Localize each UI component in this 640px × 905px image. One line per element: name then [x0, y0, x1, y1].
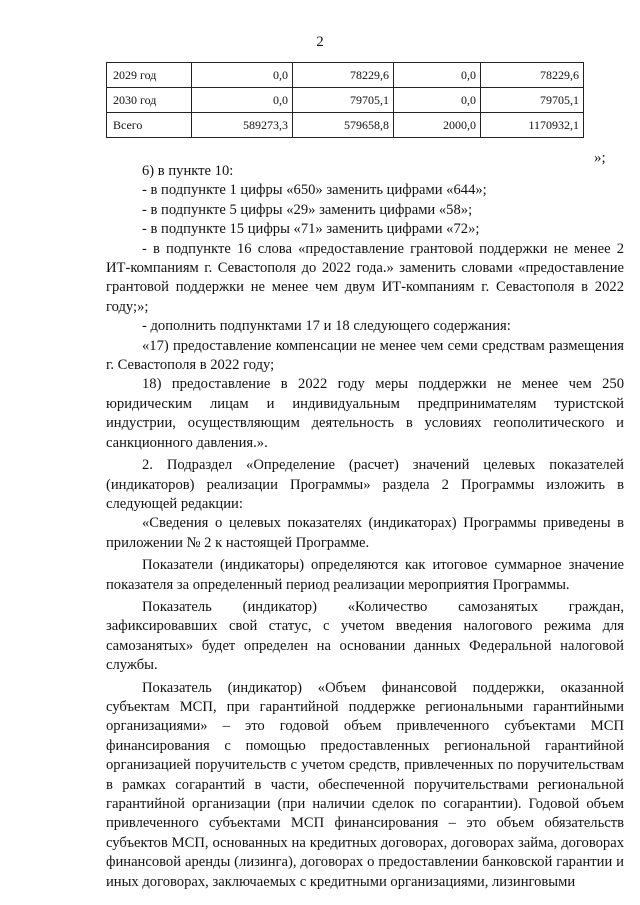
table-cell: 2030 год [107, 88, 192, 113]
table-cell: 2000,0 [394, 113, 481, 138]
paragraph: - в подпункте 16 слова «предоставление грантовой поддержки не менее 2 ИТ-компаниям г. Севастополя до 2022 года.» заменить словами «предоставление грантовой поддержки не менее чем двум ИТ-компаниям г. Севастополя в 2022 году;»; [106, 240, 624, 315]
paragraph: «17) предоставление компенсации не менее чем семи средствам размещения г. Севастополя в 2022 году; [106, 337, 624, 374]
closing-quote: »; [594, 150, 606, 166]
paragraph: Показатели (индикаторы) определяются как итоговое суммарное значение показателя за определенный период реализации мероприятия Программы. [106, 557, 624, 593]
table-cell: 0,0 [394, 88, 481, 113]
table-cell: 79705,1 [481, 88, 584, 113]
paragraph: - в подпункте 15 цифры «71» заменить цифрами «72»; [142, 221, 480, 238]
table-cell: 2029 год [107, 63, 192, 88]
table-cell: 589273,3 [192, 113, 293, 138]
table-cell: 0,0 [192, 63, 293, 88]
table-cell: Всего [107, 113, 192, 138]
table-cell: 1170932,1 [481, 113, 584, 138]
paragraph: Показатель (индикатор) «Количество самозанятых граждан, зафиксировавших свой статус, с учетом введения налогового режима для самозанятых» будет определен на основании данных Федеральной налоговой службы. [106, 598, 624, 674]
table-cell: 0,0 [394, 63, 481, 88]
financing-table [106, 62, 584, 138]
paragraph: «Сведения о целевых показателях (индикаторах) Программы приведены в приложении № 2 к настоящей Программе. [106, 515, 624, 551]
table-row [107, 63, 584, 88]
paragraph: - дополнить подпунктами 17 и 18 следующего содержания: [142, 318, 511, 335]
page-number: 2 [316, 34, 324, 50]
table-cell: 78229,6 [293, 63, 394, 88]
document-body [106, 162, 624, 892]
paragraph: - в подпункте 1 цифры «650» заменить цифрами «644»; [142, 182, 487, 199]
table-row [107, 113, 584, 138]
table-cell: 579658,8 [293, 113, 394, 138]
paragraph: Показатель (индикатор) «Объем финансовой поддержки, оказанной субъектам МСП, при гарантийной поддержке региональными гарантийными организациями» – это годовой объем привлеченного субъектами МСП финансирования с помощью предоставленных региональной гарантийной организацией поручительств с учетом средств, привлеченных по поручительствам в рамках согарантий в части, обеспеченной поручительствами региональной гарантийной организации (при наличии сделок по согарантии). Годовой объем привлеченного субъектами МСП финансирования – это объем обязательств субъектов МСП, основанных на кредитных договорах, договорах займа, договорах финансовой аренды (лизинга), договорах о предоставлении банковской гарантии и иных договорах, заключаемых с кредитными организациями, лизинговыми [106, 679, 624, 890]
table-cell: 0,0 [192, 88, 293, 113]
paragraph: 2. Подраздел «Определение (расчет) значений целевых показателей (индикаторов) реализации Программы» раздела 2 Программы изложить в следующей редакции: [106, 457, 624, 512]
paragraph: 6) в пункте 10: [142, 163, 234, 179]
table-cell: 78229,6 [481, 63, 584, 88]
paragraph: 18) предоставление в 2022 году меры поддержки не менее чем 250 юридическим лицам и индивидуальным предпринимателям туристской индустрии, осуществляющим деятельность в условиях геополитического и санкционного давления.». [106, 376, 624, 451]
paragraph: - в подпункте 5 цифры «29» заменить цифрами «58»; [142, 201, 473, 218]
table-cell: 79705,1 [293, 88, 394, 113]
table-row [107, 88, 584, 113]
